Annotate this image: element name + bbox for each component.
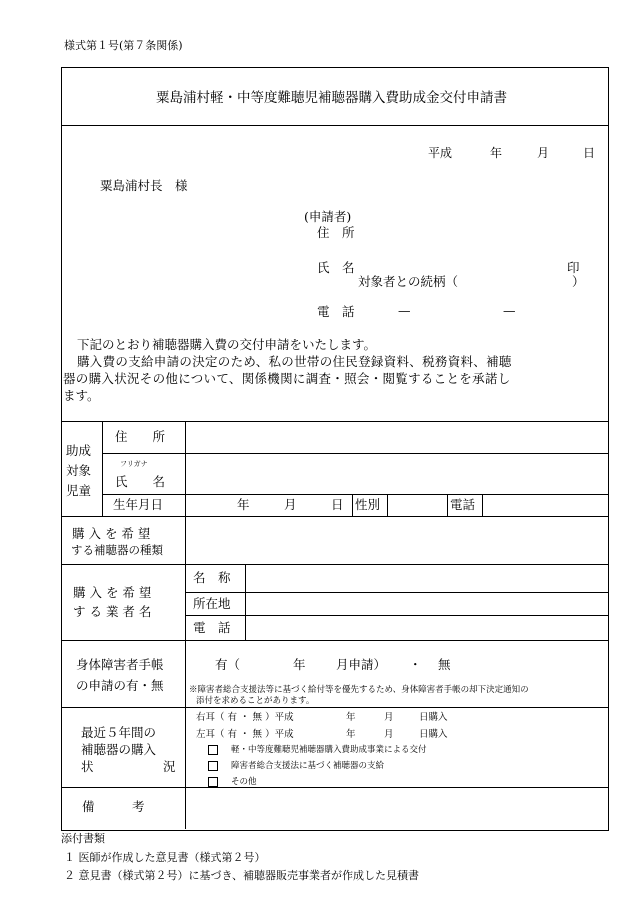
statement-line: 下記のとおり補聴器購入費の交付申請をいたします。 [77,337,377,352]
row-divider [62,564,608,565]
child-dob-label: 生年月日 [113,497,164,512]
statement-line: 器の購入状況その他について、関係機関に調査・照会・閲覧することを承諾し [63,371,511,386]
col-divider [245,564,246,640]
disability-note: 添付を求めることがあります。 [196,696,315,706]
disability-year: 年 [293,657,306,672]
dob-year: 年 [237,497,250,512]
applicant-address-label: 住 所 [317,225,355,240]
date-era: 平成 [428,146,453,160]
date-month: 月 [537,146,550,160]
child-furigana-label: フリガナ [120,460,148,468]
child-address-label: 住 所 [115,429,166,444]
applicant-name-label: 氏 名 [317,260,355,275]
relation-close: ） [572,274,585,289]
disability-label: 身体障害者手帳 [76,657,164,672]
option-checkbox[interactable] [208,761,218,771]
statement-line: 購入費の支給申請の決定のため、私の世帯の住民登録資料、税務資料、補聴 [77,354,512,369]
attachment-item: ２ 意見書（様式第２号）に基づき、補聴器販売事業者が作成した見積書 [64,869,420,882]
history-label: 最近５年間の [81,725,157,740]
right-ear-month: 月 [384,712,394,723]
col-divider [102,421,103,516]
applicant-label: (申請者) [304,209,352,224]
col-divider [185,421,186,829]
col-divider [352,494,353,516]
child-group-label: 児童 [66,483,92,498]
col-divider [482,494,483,516]
option-checkbox[interactable] [208,745,218,755]
col-divider [447,494,448,516]
disability-dot: ・ [409,657,422,672]
right-ear-bought: 日購入 [419,712,448,723]
dob-day: 日 [331,497,344,512]
row-divider [62,640,608,641]
attachment-item: １ 医師が作成した意見書（様式第２号） [64,851,266,864]
phone-dash: — [398,303,411,318]
option-label: その他 [231,777,257,787]
history-label: 況 [163,759,176,774]
date-day: 日 [583,146,596,160]
disability-no: 無 [438,657,451,672]
remarks-label: 備 考 [82,799,145,814]
row-divider [185,615,608,616]
addressee: 粟島浦村長 様 [100,178,188,193]
option-label: 障害者総合支援法に基づく補聴器の支給 [231,761,385,771]
child-group-label: 助成 [66,443,92,458]
row-divider [102,494,608,495]
row-divider [185,592,608,593]
relation-label: 対象者との続柄（ [358,274,459,289]
right-ear-year: 年 [346,712,356,723]
hearing-aid-type-label: する補聴器の種類 [71,543,163,557]
form-number: 様式第１号(第７条関係) [64,39,183,52]
vendor-phone-label: 電 話 [193,620,231,635]
disability-yes: 有（ [215,657,241,672]
row-divider [62,421,608,422]
vendor-location-label: 所在地 [193,596,231,611]
title-divider [62,125,608,126]
dob-month: 月 [284,497,297,512]
form-title: 粟島浦村軽・中等度難聴児補聴器購入費助成金交付申請書 [156,90,507,106]
right-ear-row: 右耳（ 有 ・ 無 ）平成 [196,712,294,723]
option-label: 軽・中等度難聴児補聴器購入費助成事業による交付 [231,745,427,755]
col-divider [387,494,388,516]
left-ear-row: 左耳（ 有 ・ 無 ）平成 [196,729,294,740]
child-phone-label: 電話 [450,497,476,512]
row-divider [62,516,608,517]
hearing-aid-type-label: 購 入 を 希 望 [72,526,151,541]
row-divider [62,707,608,708]
child-name-label: 氏 名 [115,474,166,489]
left-ear-month: 月 [384,729,394,740]
attachments-heading: 添付書類 [61,832,105,845]
child-group-label: 対象 [66,463,92,478]
option-checkbox[interactable] [208,777,218,787]
history-label: 状 [81,759,94,774]
vendor-label: す る 業 者 名 [73,604,152,619]
left-ear-year: 年 [346,729,356,740]
history-label: 補聴器の購入 [81,742,157,757]
disability-applied: 月申請） [336,657,387,672]
disability-note: ※障害者総合支援法等に基づく給付等を優先するため、身体障害者手帳の却下決定通知の [189,685,529,695]
row-divider [62,787,608,788]
disability-label: の申請の有・無 [76,678,164,693]
row-divider [102,453,608,454]
seal-mark: 印 [567,260,580,275]
left-ear-bought: 日購入 [419,729,448,740]
date-year: 年 [490,146,503,160]
phone-dash: — [503,303,516,318]
sex-label: 性別 [355,497,381,512]
vendor-label: 購 入 を 希 望 [73,585,152,600]
vendor-name-label: 名 称 [193,570,231,585]
statement-line: ます。 [63,388,100,403]
applicant-phone-label: 電 話 [317,304,355,319]
